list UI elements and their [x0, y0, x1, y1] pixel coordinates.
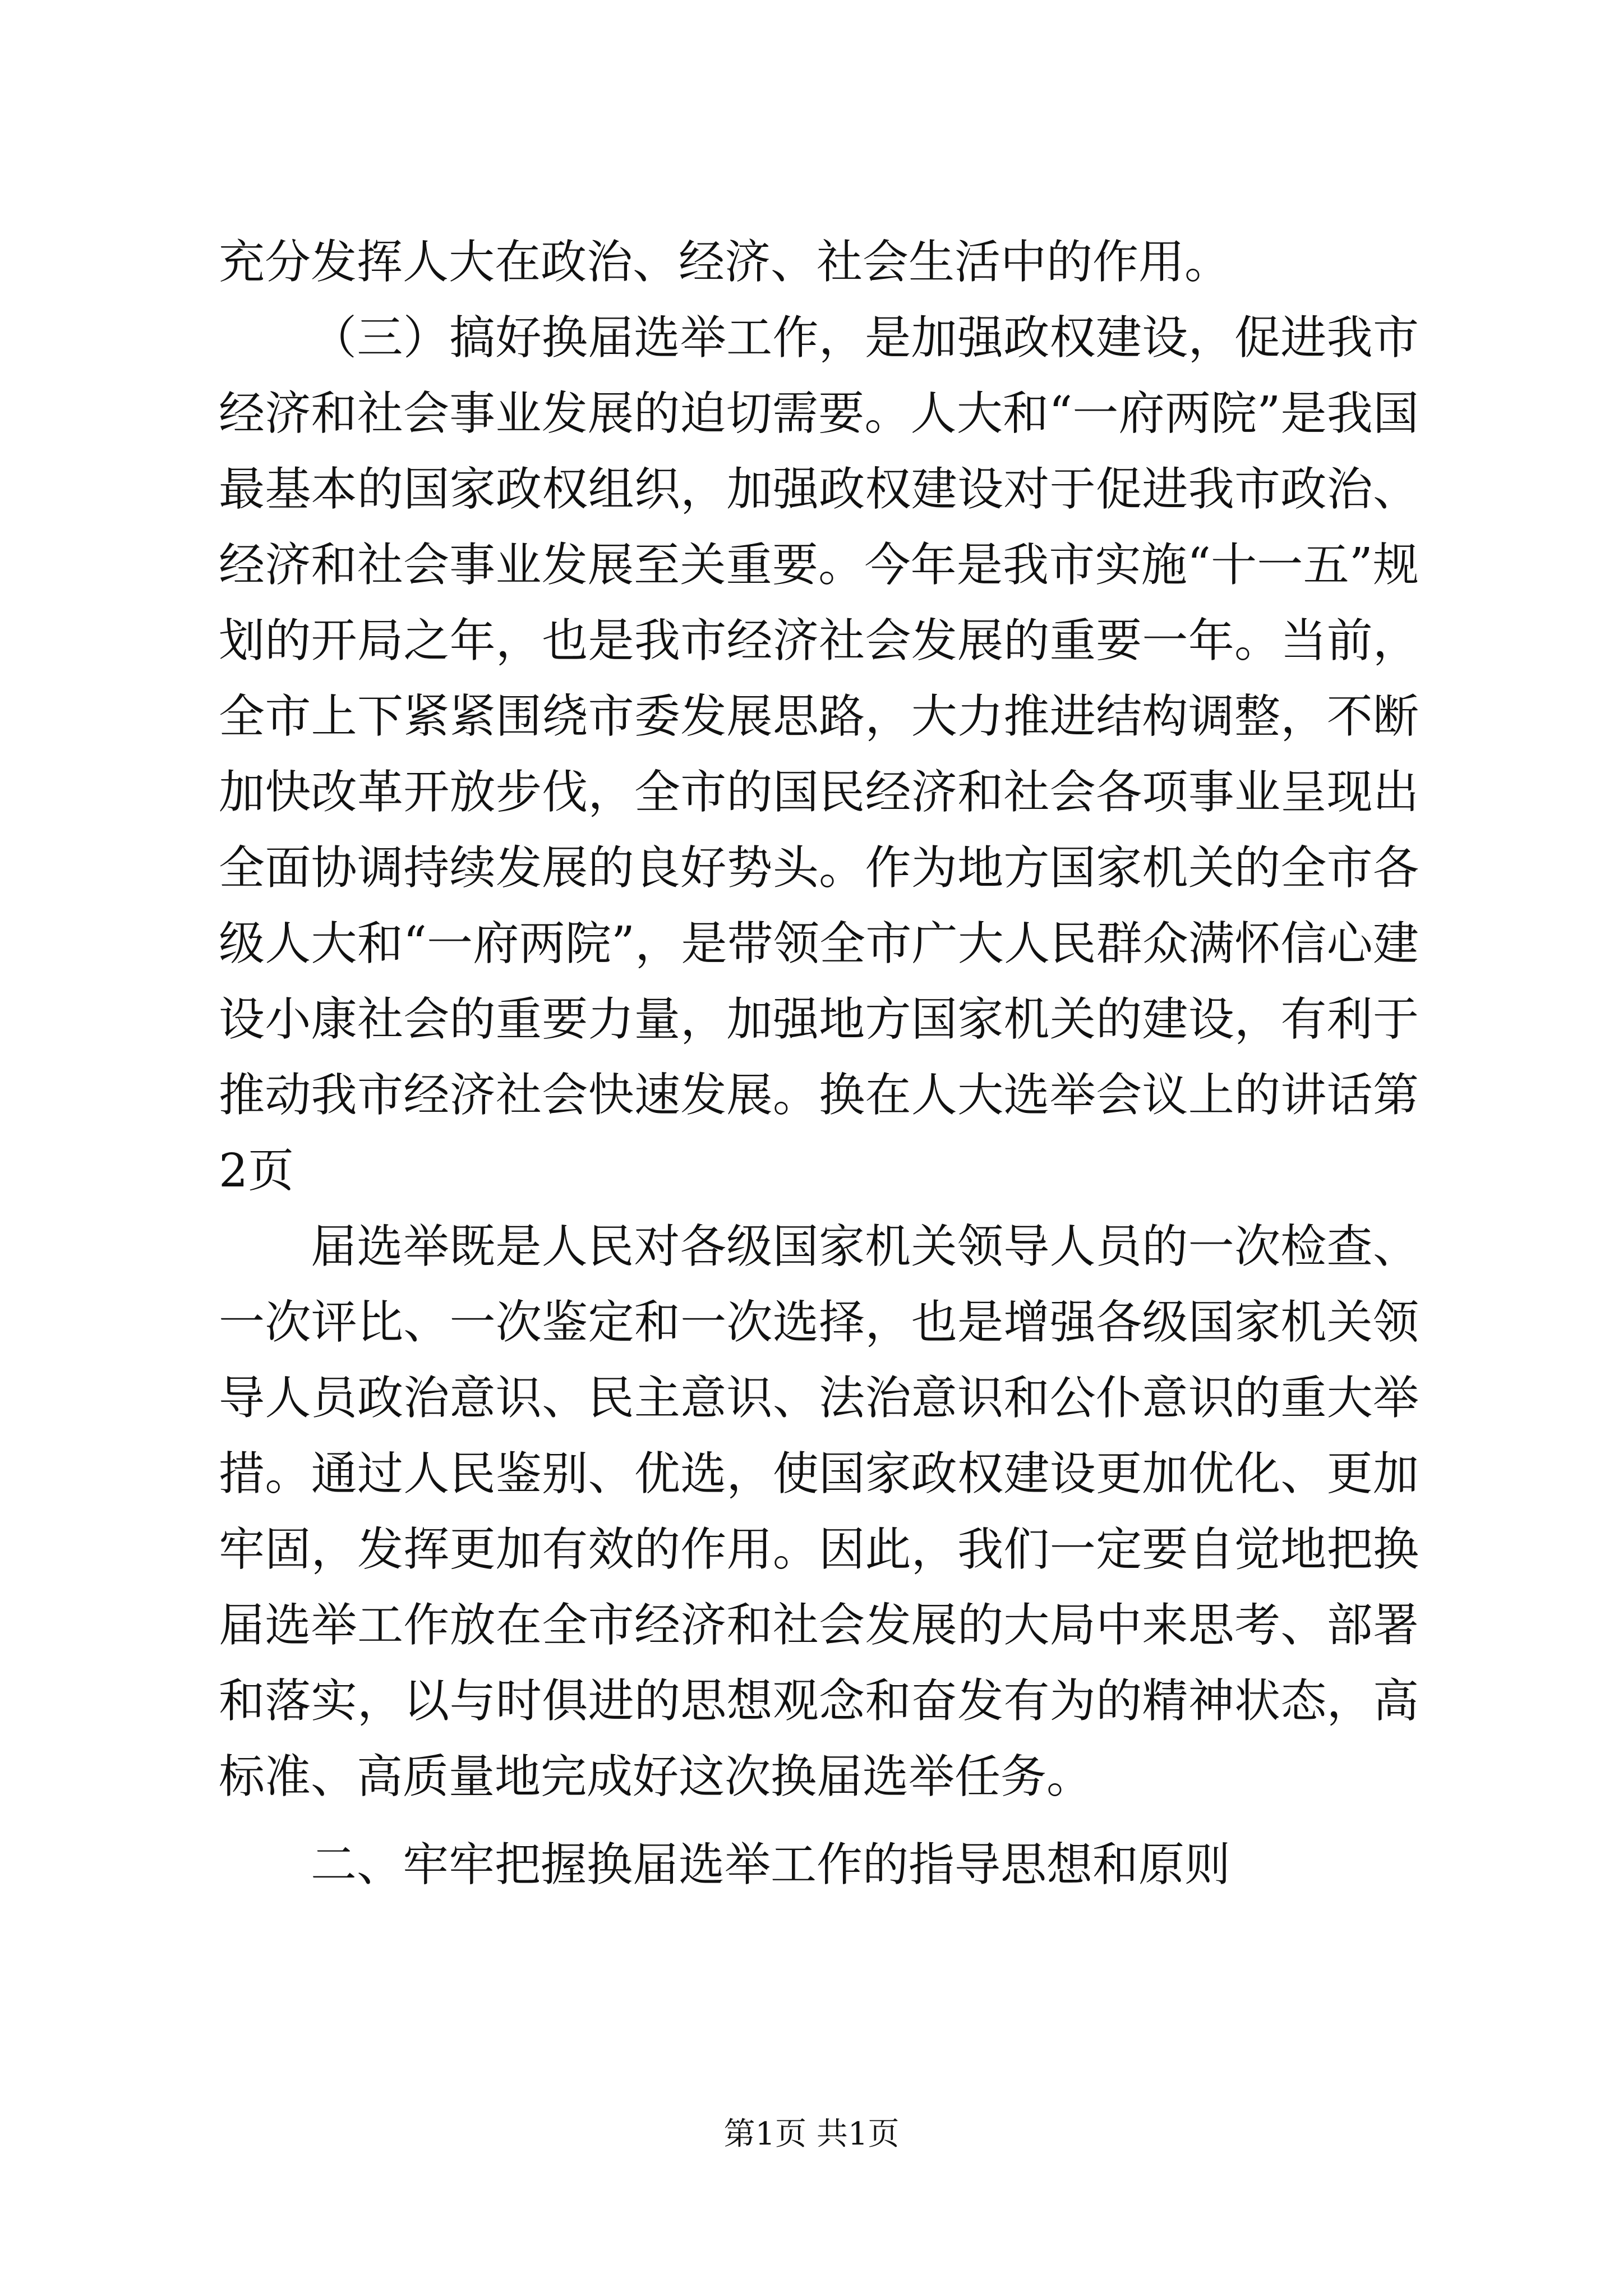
paragraph-election-review: 届选举既是人民对各级国家机关领导人员的一次检查、一次评比、一次鉴定和一次选择，也是增强各级国家机关领导人员政治意识、民主意识、法治意识和公仆意识的重大举措。通过人民鉴别、优选，使国家政权建设更加优化、更加牢固，发挥更加有效的作用。因此，我们一定要自觉地把换届选举工作放在全市经济和社会发展的大局中来思考、部署和落实，以与时俱进的思想观念和奋发有为的精神状态，高标准、高质量地完成好这次换届选举任务。 — [219, 1220, 1419, 1803]
page-footer: 第1页 共1页 — [723, 2116, 900, 2152]
document-body — [219, 224, 1419, 1903]
section-heading-two: 二、牢牢把握换届选举工作的指导思想和原则 — [311, 1838, 1231, 1892]
paragraph-continuation: 充分发挥人大在政治、经济、社会生活中的作用。 — [219, 236, 1231, 289]
paragraph-section-three: （三）搞好换届选举工作，是加强政权建设，促进我市经济和社会事业发展的迫切需要。人大和“一府两院”是我国最基本的国家政权组织，加强政权建设对于促进我市政治、经济和社会事业发展至关重要。今年是我市实施“十一五”规划的开局之年，也是我市经济社会发展的重要一年。当前，全市上下紧紧围绕市委发展思路，大力推进结构调整，不断加快改革开放步伐，全市的国民经济和社会各项事业呈现出全面协调持续发展的良好势头。作为地方国家机关的全市各级人大和“一府两院”，是带领全市广大人民群众满怀信心建设小康社会的重要力量，加强地方国家机关的建设，有利于推动我市经济社会快速发展。换在人大选举会议上的讲话第2页 — [219, 311, 1419, 1198]
